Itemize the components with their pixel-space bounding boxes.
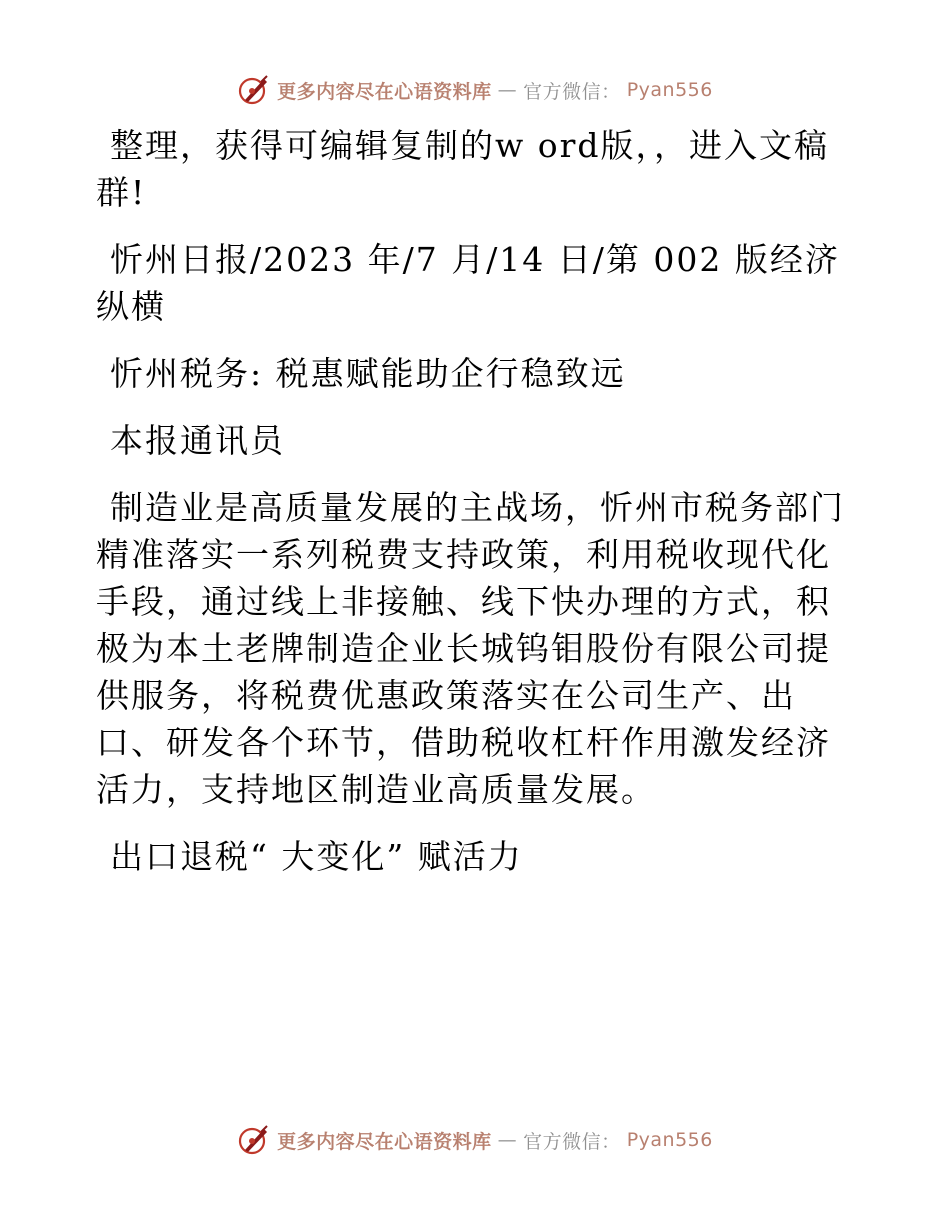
header-watermark: [0, 70, 950, 110]
source-line: 忻州日报/2023 年/7 月/14 日/第 002 版经济纵横: [96, 240, 840, 326]
watermark-text: 更多内容尽在心语资料库: [277, 80, 492, 103]
watermark-wechat-id: Pyan556: [626, 79, 713, 101]
watermark-dash: —: [497, 1129, 518, 1151]
intro-paragraph: 整理，获得可编辑复制的w ord版，，进入文稿群!: [96, 126, 830, 212]
footer-watermark: [0, 1120, 950, 1160]
watermark-wechat-label: 官方微信：: [523, 80, 621, 103]
byline: 本报通讯员: [110, 421, 285, 460]
section-heading: 出口退税“ 大变化” 赋活力: [110, 837, 523, 876]
quill-pen-circle-logo-icon: [237, 73, 271, 107]
article-title: 忻州税务: 税惠赋能助企行稳致远: [110, 354, 626, 393]
body-paragraph: 制造业是高质量发展的主战场，忻州市税务部门精准落实一系列税费支持政策，利用税收现代化手段，通过线上非接触、线下快办理的方式，积极为本土老牌制造企业长城钨钼股份有限公司提供服务，将税费优惠政策落实在公司生产、出口、研发各个环节，借助税收杠杆作用激发经济活力，支持地区制造业高质量发展。: [96, 488, 845, 809]
watermark-wechat-id: Pyan556: [626, 1129, 713, 1151]
watermark-text: 更多内容尽在心语资料库: [277, 1130, 492, 1153]
document-body: [96, 122, 856, 880]
watermark-dash: —: [497, 79, 518, 101]
quill-pen-circle-logo-icon: [237, 1123, 271, 1157]
watermark-wechat-label: 官方微信：: [523, 1130, 621, 1153]
